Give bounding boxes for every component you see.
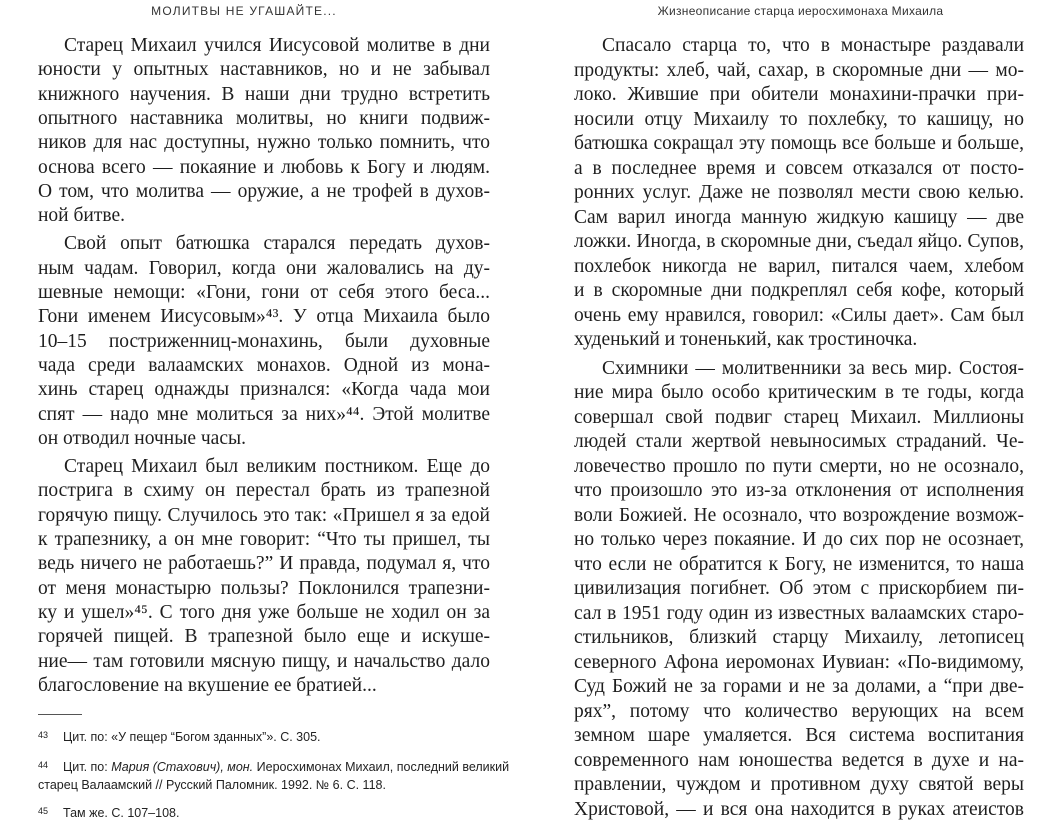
text-line: земном шаре умаляется. Вся система воспитания bbox=[574, 725, 1024, 746]
text-line: ведь ничего не работаешь?” И правда, подумал я, что bbox=[38, 553, 490, 575]
text-line: основа всего — покаяние и любовь к Богу и людям. bbox=[38, 156, 490, 178]
text-line: Суд Божий не за горами и не за долами, а “при две- bbox=[574, 676, 1024, 697]
text-line: чада среди валаамских монахов. Одной из мона- bbox=[38, 354, 490, 376]
text-line: ников для нас доступны, нужно только помнить, что bbox=[38, 132, 490, 154]
text-line: Спасало старца то, что в монастыре раздавали bbox=[602, 35, 1024, 56]
text-line: от меня монастырю пользы? Поклонился трапезни- bbox=[38, 577, 490, 599]
text-line: Свой опыт батюшка старался передать духов- bbox=[64, 233, 490, 255]
text-line: но только через покаяние. И до сих пор не осознает, bbox=[574, 529, 1024, 550]
text-line: к трапезнику, а он мне говорит: “Что ты пришел, ты bbox=[38, 529, 490, 550]
footnote-45 bbox=[38, 804, 179, 822]
text-line: Гони именем Иисусовым»⁴³. У отца Михаила было bbox=[38, 306, 490, 328]
right-page bbox=[528, 0, 1057, 836]
text-line: стильников, близкий старцу Михаилу, летописец bbox=[574, 627, 1024, 648]
footnote-text: Иеросхимонах Михаил, последний великий bbox=[253, 760, 510, 774]
footnote-number: 44 bbox=[38, 760, 49, 770]
text-line: что если не обратится к Богу, не изменится, то наша bbox=[574, 553, 1024, 575]
footnote-number: 43 bbox=[38, 730, 49, 740]
footnote-text: Цит. по: «У пещер “Богом зданных”». С. 305. bbox=[63, 730, 321, 744]
text-line: шевные немощи: «Гони, гони от себя этого беса... bbox=[38, 282, 490, 303]
text-line: худенький и тоненький, как тростиночка. bbox=[574, 329, 918, 350]
running-header-left: МОЛИТВЫ НЕ УГАШАЙТЕ... bbox=[151, 4, 337, 18]
text-line: носили отцу Михаилу то похлебку, то кашицу, но bbox=[574, 108, 1024, 130]
text-line: Старец Михаил был великим постником. Еще до bbox=[64, 456, 490, 478]
text-line: горячую пищу. Случилось это так: «Пришел я за едой bbox=[38, 504, 490, 526]
text-line: очень ему нравился, говорил: «Силы дает». Сам был bbox=[574, 304, 1024, 326]
text-line: благословение на вкушение ее братией... bbox=[38, 674, 377, 696]
text-line: правлении, чуждом и противном духу святой веры bbox=[574, 774, 1024, 795]
text-line: воли Божией. Не осознало, что возрождение возмож- bbox=[574, 504, 1024, 526]
footnote-rule bbox=[38, 714, 82, 715]
text-line: юности у опытных наставников, но и не забывал bbox=[38, 59, 490, 81]
text-line: цивилизация погибнет. Об этом с прискорбием пи- bbox=[574, 578, 1024, 599]
text-line: ку и ушел»⁴⁵. С того дня уже больше не ходил он за bbox=[38, 601, 490, 623]
text-line: продукты: хлеб, чай, сахар, в скоромные дни — мо- bbox=[574, 59, 1024, 81]
text-line: и в скоромные дни подкреплял себя кофе, который bbox=[574, 280, 1024, 301]
text-line: 10–15 постриженниц-монахинь, были духовные bbox=[38, 330, 490, 352]
text-line: ронних услуг. Даже не позволял мести свою келью. bbox=[574, 182, 1024, 203]
footnote-43 bbox=[38, 728, 321, 746]
text-line: батюшка сокращал эту помощь все больше и больше, bbox=[574, 133, 1024, 154]
text-line: ловечество прошло по пути смерти, но не осознало, bbox=[574, 455, 1024, 477]
text-line: пострига в схиму он перестал брать из трапезной bbox=[38, 480, 490, 502]
text-line: О том, что молитва — оружие, а не трофей в духов- bbox=[38, 180, 490, 202]
text-line: Христовой, — и вся она находится в руках атеистов bbox=[574, 798, 1024, 820]
footnote-number: 45 bbox=[38, 806, 49, 816]
text-line: северного Афона иеромонах Иувиан: «По-видимому, bbox=[574, 651, 1024, 673]
text-line: ложки. Иногда, в скоромные дни, съедал яйцо. Супов, bbox=[574, 231, 1024, 252]
text-line: спят — надо мне молиться за них»⁴⁴. Этой молитве bbox=[38, 403, 490, 425]
text-line: Сам варил иногда манную жидкую кашицу — две bbox=[574, 206, 1024, 228]
text-line: Старец Михаил учился Иисусовой молитве в дни bbox=[64, 35, 490, 56]
text-line: что произошло это из-за отклонения от исполнения bbox=[574, 480, 1024, 501]
text-line: сал в 1951 году один из известных валаамских старо- bbox=[574, 602, 1024, 624]
text-line: опытного наставника молитвы, но книги подвиж- bbox=[38, 107, 490, 129]
footnote-author: Мария (Стахович), мон. bbox=[111, 760, 254, 774]
text-line: горячей пищей. В трапезной было еще и искуше- bbox=[38, 626, 490, 648]
text-line: локо. Жившие при обители монахини-прачки при- bbox=[574, 84, 1024, 105]
text-line: книжного научения. В наши дни трудно встретить bbox=[38, 83, 490, 105]
footnote-text-pre: Цит. по: bbox=[63, 760, 112, 774]
left-page bbox=[0, 0, 528, 836]
text-line: ным чадам. Говорил, когда они жаловались на ду- bbox=[38, 257, 490, 279]
text-line: людей стали жертвой невыносимых страданий. Че- bbox=[574, 431, 1024, 452]
text-line: ние мира было особо критическим в те годы, когда bbox=[574, 382, 1024, 403]
running-header-right: Жизнеописание старца иеросхимонаха Михаила bbox=[657, 4, 944, 18]
text-line: хинь старец однажды признался: «Когда чада мои bbox=[38, 379, 490, 401]
text-line: совершал свой подвиг старец Михаил. Миллионы bbox=[574, 406, 1024, 428]
text-line: а в последнее время и совсем отказался от посто- bbox=[574, 157, 1024, 179]
text-line: современного нам юношества ведется в духе и на- bbox=[574, 749, 1024, 771]
text-line: ние— там готовили мясную пищу, и начальство дало bbox=[38, 650, 490, 672]
text-line: он отводил ночные часы. bbox=[38, 427, 246, 449]
text-line: похлебок никогда не варил, питался чаем, хлебом bbox=[574, 255, 1024, 277]
footnote-text: Там же. С. 107–108. bbox=[63, 806, 180, 820]
text-line: ной битве. bbox=[38, 205, 125, 227]
footnote-44-continued: старец Валаамский // Русский Паломник. 1992. № 6. С. 118. bbox=[38, 778, 386, 792]
text-line: рях”, потому что количество верующих на всем bbox=[574, 700, 1024, 722]
footnote-44 bbox=[38, 758, 509, 776]
text-line: Схимники — молитвенники за весь мир. Состоя- bbox=[602, 357, 1024, 379]
